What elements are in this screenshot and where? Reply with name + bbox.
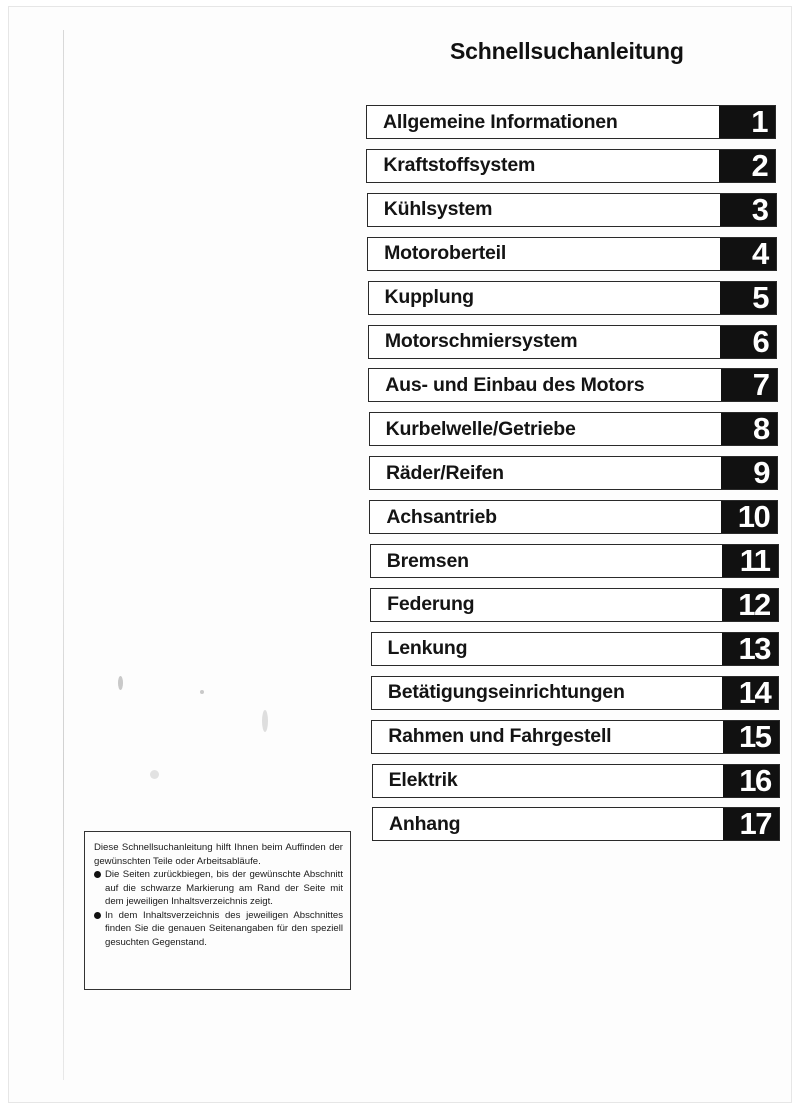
section-number-tab: 10: [721, 501, 777, 533]
toc-row[interactable]: [371, 720, 779, 754]
bullet-icon: [94, 912, 101, 919]
section-number-tab: 15: [723, 721, 779, 753]
toc-row[interactable]: [366, 149, 776, 183]
section-number-tab: 13: [722, 633, 778, 665]
section-number-tab: 11: [722, 545, 778, 577]
toc-row[interactable]: [370, 588, 779, 622]
section-number-tab: 14: [722, 677, 778, 709]
page-title: Schnellsuchanleitung: [450, 38, 684, 64]
toc-row[interactable]: [368, 281, 778, 315]
note-bullet: [94, 909, 343, 950]
note-bullet: [94, 868, 343, 909]
toc-label: Motorschmiersystem: [384, 330, 578, 352]
usage-note-box: [84, 831, 351, 990]
toc-label: Kraftstoffsystem: [383, 154, 536, 177]
note-bullet-text: In dem Inhaltsverzeichnis des jeweiligen Abschnittes finden Sie die genauen Seitenangaben für den speziell gesuchten Gegenstand.: [105, 909, 343, 948]
section-number-tab: 16: [723, 765, 779, 797]
toc-label: Räder/Reifen: [386, 461, 504, 484]
section-number-tab: 12: [722, 589, 778, 621]
section-number-tab: 17: [723, 808, 779, 840]
toc-row[interactable]: [366, 105, 776, 139]
toc-row[interactable]: [369, 500, 778, 534]
toc-row[interactable]: [371, 632, 780, 666]
toc-label: Kühlsystem: [383, 198, 493, 221]
toc-row[interactable]: [368, 325, 777, 359]
toc-row[interactable]: [368, 368, 777, 402]
toc-label: Motoroberteil: [384, 242, 507, 265]
section-number-tab: 2: [719, 150, 775, 182]
toc-row[interactable]: [371, 676, 779, 710]
toc-label: Bremsen: [386, 549, 469, 572]
section-number-tab: 1: [719, 106, 775, 138]
section-number-tab: 8: [721, 413, 777, 445]
toc-label: Allgemeine Informationen: [383, 110, 618, 133]
toc-row[interactable]: [369, 456, 778, 490]
toc-label: Aus- und Einbau des Motors: [385, 373, 645, 396]
section-number-tab: 4: [720, 238, 776, 270]
paper-speck: [262, 710, 268, 732]
toc-label: Elektrik: [388, 769, 458, 791]
toc-row[interactable]: [367, 237, 777, 271]
note-intro: Diese Schnellsuchanleitung hilft Ihnen beim Auffinden der gewünschten Teile oder Arbeitsabläufe.: [94, 842, 343, 867]
note-bullet-text: Die Seiten zurückbiegen, bis der gewünschte Abschnitt auf die schwarze Markierung am Rand der Seite mit dem jeweiligen Inhaltsverzeichnis zeigt.: [105, 869, 343, 907]
section-number-tab: 6: [720, 326, 776, 358]
toc-label: Lenkung: [387, 637, 468, 660]
toc-label: Achsantrieb: [386, 505, 497, 528]
toc-row[interactable]: [372, 764, 780, 798]
paper-speck: [150, 770, 159, 779]
toc-label: Federung: [387, 593, 475, 616]
toc-row[interactable]: [372, 807, 780, 841]
toc-row[interactable]: [369, 412, 778, 446]
section-number-tab: 7: [721, 369, 777, 401]
binding-edge-line: [63, 30, 64, 1080]
toc-label: Anhang: [389, 812, 461, 835]
paper-speck: [118, 676, 123, 690]
toc-row[interactable]: [367, 193, 777, 227]
section-number-tab: 9: [721, 457, 777, 489]
bullet-icon: [94, 871, 101, 878]
toc-label: Betätigungseinrichtungen: [387, 681, 625, 704]
section-number-tab: 3: [720, 194, 776, 226]
toc-label: Kupplung: [384, 286, 474, 309]
paper-speck: [200, 690, 204, 694]
toc-label: Rahmen und Fahrgestell: [388, 725, 612, 748]
toc-row[interactable]: [370, 544, 779, 578]
toc-label: Kurbelwelle/Getriebe: [385, 417, 576, 440]
section-number-tab: 5: [720, 282, 776, 314]
